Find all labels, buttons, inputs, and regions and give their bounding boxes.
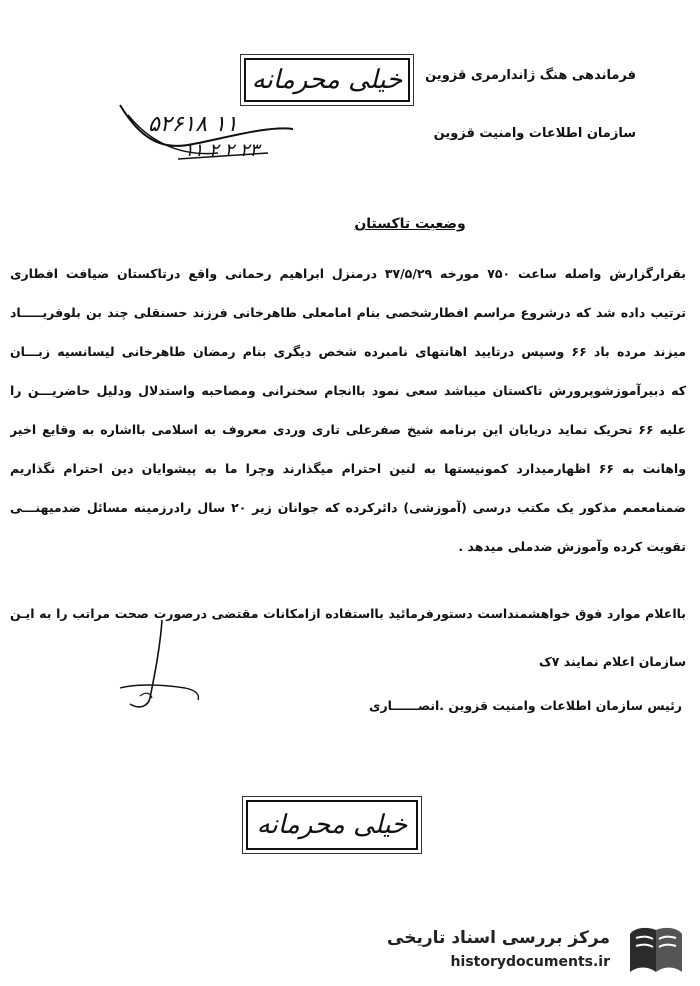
document-body bbox=[10, 262, 686, 574]
body-line: میزند مرده باد ۶۶ وسپس درتایید اهانتهای نامبرده شخص دیگری بنام رمضان طاهرخانی لیسانسیه زبـــان bbox=[10, 344, 686, 359]
body-line: واهانت به ۶۶ اظهارمیدارد کمونیستها به لنین احترام میگذارند وچرا ما به پیشوایان دین احترام نگذاریم bbox=[10, 461, 686, 476]
watermark-title: مرکز بررسی اسناد تاریخی bbox=[387, 928, 610, 948]
signature-icon bbox=[100, 618, 210, 718]
closing-line-1: بااعلام موارد فوق خواهشمنداست دستورفرمائید بااستفاده ازامکانات مقتضی درصورت صحت مراتب را به ایـن bbox=[10, 606, 686, 621]
watermark bbox=[387, 918, 690, 980]
body-line: ضمنامعمم مذکور یک مکتب درسی (آموزشی) دائرکرده که جوانان زیر ۲۰ سال رادرزمینه مسائل ضدمیهنـــی bbox=[10, 500, 686, 515]
confidential-stamp-top: خیلی محرمانه bbox=[244, 58, 410, 102]
body-line: تقویت کرده وآموزش ضدملی میدهد . bbox=[458, 539, 686, 554]
body-line: که دبیرآموزشوپرورش تاکستان میباشد سعی نمود باانجام سخنرانی ومصاحبه واستدلال ودلیل حاضریـــن را bbox=[10, 383, 686, 398]
handwritten-date: ۱۱ ۲ ۲ ۲۳ bbox=[184, 140, 260, 161]
org-header-line1: فرماندهی هنگ ژاندارمری قزوین bbox=[425, 68, 636, 83]
signer-line: رئیس سازمان اطلاعات وامنیت قزوین .انصــــــاری bbox=[369, 698, 682, 713]
body-line: ترتیب داده شد که درشروع مراسم افطارشخصی بنام امامعلی طاهرخانی فرزند حسنقلی چند بن بلوفریـــــاد bbox=[10, 305, 686, 320]
body-line: بقرارگزارش واصله ساعت ۷۵۰ مورخه ۳۷/۵/۲۹ درمنزل ابراهیم رحمانی واقع درتاکستان ضیافت افطاری bbox=[10, 266, 686, 281]
body-line: علیه ۶۶ تحریک نماید دریایان این برنامه شیخ صفرعلی تاری وردی معروف به اسلامی بااشاره به وقایع اخیر bbox=[10, 422, 686, 437]
handwritten-reference-number: ۵۲۶۱۸ ۱۱ bbox=[148, 112, 238, 137]
open-book-logo-icon bbox=[626, 922, 686, 978]
document-title: وضعیت تاکستان bbox=[354, 216, 466, 232]
org-header-line2: سازمان اطلاعات وامنیت قزوین bbox=[433, 126, 636, 141]
confidential-stamp-bottom: خیلی محرمانه bbox=[246, 800, 418, 850]
closing-line-2: سازمان اعلام نمایند ۷ک bbox=[538, 654, 686, 669]
watermark-url: historydocuments.ir bbox=[450, 954, 610, 970]
